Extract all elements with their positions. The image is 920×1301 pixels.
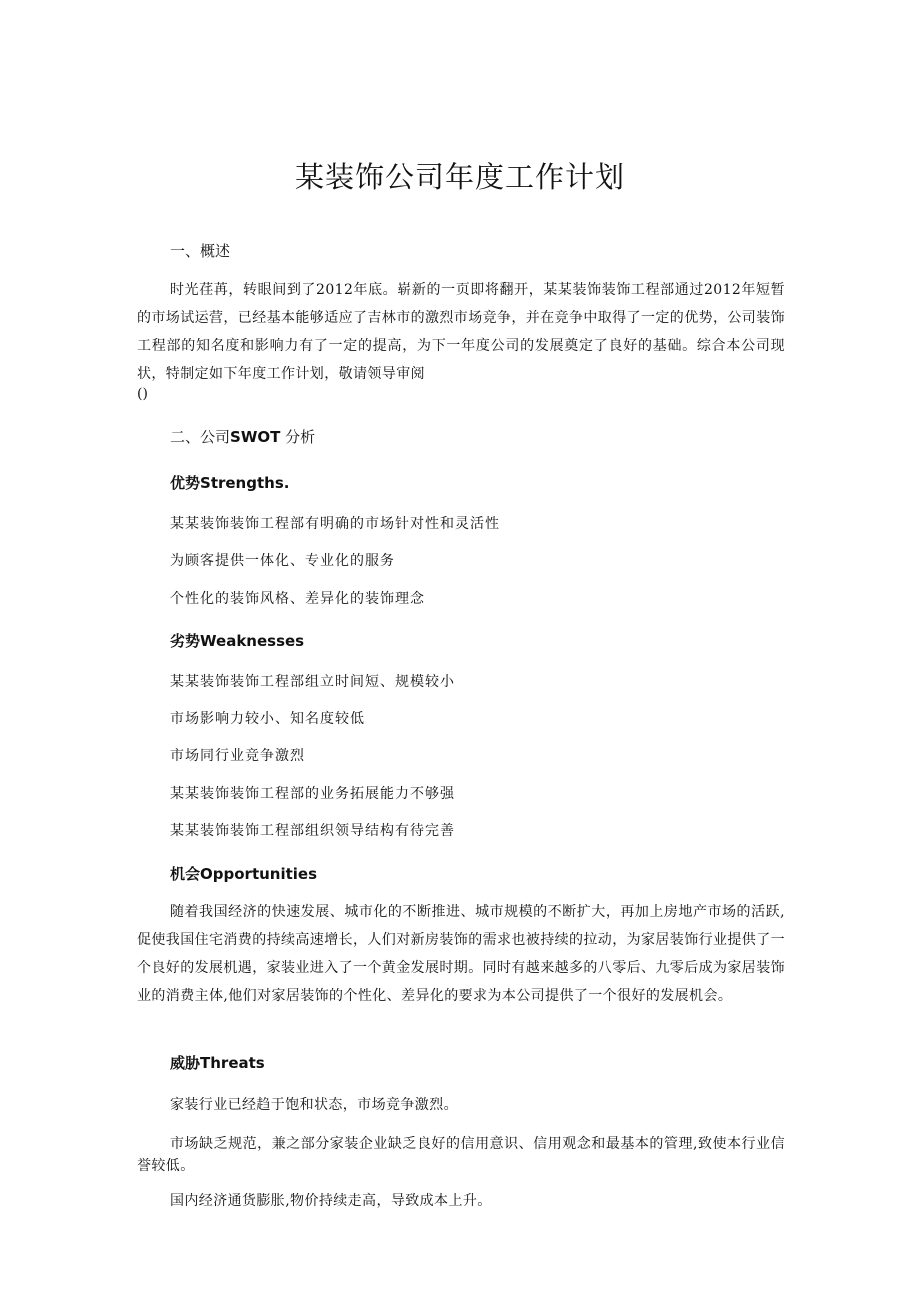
strength-item: 某某装饰装饰工程部有明确的市场针对性和灵活性 [170, 516, 500, 532]
weaknesses-label-en: Weaknesses [200, 632, 305, 650]
weaknesses-label-cn: 劣势 [170, 632, 201, 650]
overview-trailing-parens: () [137, 386, 148, 402]
threat-item: 国内经济通货膨胀,物价持续走高，导致成本上升。 [170, 1193, 492, 1209]
threats-label-en: Threats [200, 1054, 265, 1072]
weakness-item: 某某装饰装饰工程部组织领导结构有待完善 [170, 823, 455, 839]
threats-label-cn: 威胁 [170, 1054, 201, 1072]
overview-paragraph: 时光荏苒，转眼间到了2012年底。崭新的一页即将翻开，某某装饰装饰工程部通过2012年短暂的市场试运营，已经基本能够适应了吉林市的激烈市场竞争，并在竞争中取得了一定的优势，公司装饰工程部的知名度和影响力有了一定的提高，为下一年度公司的发展奠定了良好的基础。综合本公司现状，特制定如下年度工作计划，敬请领导审阅 [137, 282, 785, 382]
section-heading-swot [170, 426, 315, 447]
threat-item: 家装行业已经趋于饱和状态，市场竞争激烈。 [170, 1097, 458, 1113]
weakness-item: 某某装饰装饰工程部的业务拓展能力不够强 [170, 786, 455, 802]
swot-heading-suffix: 分析 [285, 428, 316, 446]
weakness-item: 市场同行业竞争激烈 [170, 748, 305, 764]
opportunities-heading [170, 863, 317, 884]
opportunities-label-en: Opportunities [200, 865, 318, 883]
strength-item: 为顾客提供一体化、专业化的服务 [170, 553, 395, 569]
opportunities-paragraph: 随着我国经济的快速发展、城市化的不断推进、城市规模的不断扩大，再加上房地产市场的活跃,促使我国住宅消费的持续高速增长，人们对新房装饰的需求也被持续的拉动，为家居装饰行业提供了一个良好的发展机遇，家装业进入了一个黄金发展时期。同时有越来越多的八零后、九零后成为家居装饰业的消费主体,他们对家居装饰的个性化、差异化的要求为本公司提供了一个很好的发展机会。 [137, 904, 785, 1004]
swot-heading-prefix: 二、公司 [170, 428, 231, 446]
weakness-item: 某某装饰装饰工程部组立时间短、规模较小 [170, 674, 455, 690]
opportunities-label-cn: 机会 [170, 865, 201, 883]
page-title: 某装饰公司年度工作计划 [294, 160, 625, 194]
strengths-label-cn: 优势 [170, 474, 201, 492]
weakness-item: 市场影响力较小、知名度较低 [170, 711, 365, 727]
threats-heading [170, 1052, 265, 1073]
threat-item: 市场缺乏规范，兼之部分家装企业缺乏良好的信用意识、信用观念和最基本的管理,致使本行业信誉较低。 [137, 1136, 785, 1174]
strengths-heading [170, 472, 289, 493]
weaknesses-heading [170, 630, 304, 651]
section-heading-overview: 一、概述 [170, 242, 231, 260]
strength-item: 个性化的装饰风格、差异化的装饰理念 [170, 591, 425, 607]
strengths-label-en: Strengths. [200, 474, 290, 492]
swot-heading-latin: SWOT [230, 428, 281, 446]
